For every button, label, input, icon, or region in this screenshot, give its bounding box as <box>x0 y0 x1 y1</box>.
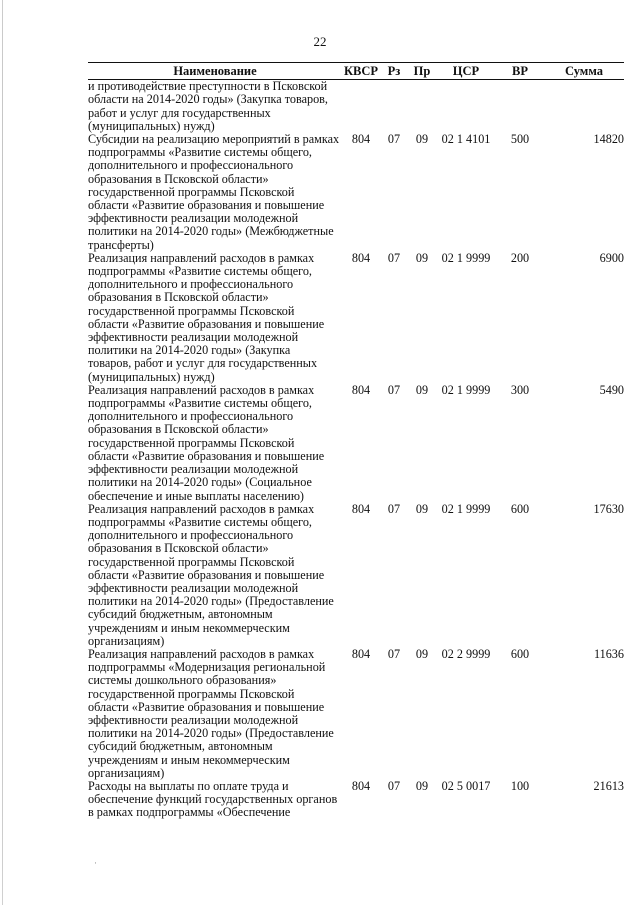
cell-sum: 17630 <box>593 501 624 516</box>
cell-csr: 02 1 9999 <box>441 382 491 397</box>
name-line: области «Развитие образования и повышение <box>88 316 325 331</box>
cell-kvsr: 804 <box>351 778 371 793</box>
name-line: Субсидии на реализацию мероприятий в рамках <box>88 132 340 147</box>
name-line: организациям) <box>88 765 165 780</box>
cell-name <box>88 133 342 252</box>
cell-csr <box>436 80 496 133</box>
table-row <box>88 648 624 780</box>
name-line: политики на 2014-2020 годы» (Предоставление <box>88 726 334 741</box>
table-row <box>88 133 624 252</box>
name-line: образования в Псковской области» <box>88 422 269 437</box>
name-line: образования в Псковской области» <box>88 171 269 186</box>
name-line: учреждениям и иным некоммерческим <box>88 620 290 635</box>
cell-csr: 02 5 0017 <box>441 778 491 793</box>
table-row <box>88 252 624 384</box>
cell-kvsr <box>342 80 380 133</box>
name-line: государственной программы Псковской <box>88 686 295 701</box>
cell-sum: 21613 <box>593 778 624 793</box>
table-row <box>88 384 624 503</box>
name-line: области «Развитие образования и повышение <box>88 699 325 714</box>
name-line: дополнительного и профессионального <box>88 409 294 424</box>
name-line: политики на 2014-2020 годы» (Закупка <box>88 343 291 358</box>
budget-table <box>88 62 624 820</box>
name-line: Реализация направлений расходов в рамках <box>88 382 315 397</box>
table-body <box>88 80 624 820</box>
cell-csr: 02 1 9999 <box>441 250 491 265</box>
header-csr: ЦСР <box>436 63 496 80</box>
cell-vr: 500 <box>510 132 530 147</box>
name-line: области «Развитие образования и повышение <box>88 198 325 213</box>
cell-vr <box>496 80 544 133</box>
cell-kvsr: 804 <box>351 646 371 661</box>
name-line: и противодействие преступности в Псковской <box>88 79 328 94</box>
header-pr: Пр <box>408 63 436 80</box>
cell-sum: 11636 <box>593 646 624 661</box>
name-line: Реализация направлений расходов в рамках <box>88 250 315 265</box>
name-line: обеспечение и иные выплаты населению) <box>88 488 304 503</box>
name-line: государственной программы Псковской <box>88 184 295 199</box>
name-line: товаров, работ и услуг для государственных <box>88 356 318 371</box>
cell-pr: 09 <box>415 382 429 397</box>
cell-name <box>88 80 342 133</box>
name-line: дополнительного и профессионального <box>88 158 294 173</box>
name-line: политики на 2014-2020 годы» (Социальное <box>88 475 312 490</box>
cell-name <box>88 384 342 503</box>
cell-vr: 600 <box>510 501 530 516</box>
cell-rz: 07 <box>387 132 401 147</box>
name-line: государственной программы Псковской <box>88 554 295 569</box>
name-line: эффективности реализации молодежной <box>88 330 299 345</box>
cell-pr: 09 <box>415 250 429 265</box>
cell-csr: 02 1 4101 <box>441 132 491 147</box>
name-line: политики на 2014-2020 годы» (Предоставление <box>88 594 334 609</box>
table-row <box>88 780 624 820</box>
name-line: дополнительного и профессионального <box>88 528 294 543</box>
cell-csr: 02 2 9999 <box>441 646 491 661</box>
name-line: Реализация направлений расходов в рамках <box>88 501 315 516</box>
name-line: Реализация направлений расходов в рамках <box>88 646 315 661</box>
scan-speck: · <box>94 858 97 868</box>
cell-vr: 100 <box>510 778 530 793</box>
name-line: (муниципальных) нужд) <box>88 118 215 133</box>
name-line: политики на 2014-2020 годы» (Межбюджетные <box>88 224 334 239</box>
cell-name <box>88 780 342 820</box>
cell-csr: 02 1 9999 <box>441 501 491 516</box>
name-line: образования в Псковской области» <box>88 541 269 556</box>
name-line: работ и услуг для государственных <box>88 105 271 120</box>
name-line: системы дошкольного образования» <box>88 673 277 688</box>
name-line: подпрограммы «Модернизация региональной <box>88 660 326 675</box>
cell-rz: 07 <box>387 646 401 661</box>
name-line: подпрограммы «Развитие системы общего, <box>88 145 312 160</box>
page-number: 22 <box>313 34 327 49</box>
cell-pr: 09 <box>415 778 429 793</box>
cell-vr: 200 <box>510 250 530 265</box>
cell-pr <box>408 80 436 133</box>
table-row <box>88 503 624 648</box>
cell-sum: 5490 <box>599 382 624 397</box>
name-line: подпрограммы «Развитие системы общего, <box>88 264 312 279</box>
header-name: Наименование <box>88 63 342 80</box>
name-line: государственной программы Псковской <box>88 303 295 318</box>
name-line: организациям) <box>88 633 165 648</box>
name-line: области «Развитие образования и повышение <box>88 567 325 582</box>
name-line: подпрограммы «Развитие системы общего, <box>88 514 312 529</box>
name-line: государственной программы Псковской <box>88 435 295 450</box>
cell-kvsr: 804 <box>351 501 371 516</box>
cell-name <box>88 252 342 384</box>
name-line: дополнительного и профессионального <box>88 277 294 292</box>
name-line: Расходы на выплаты по оплате труда и <box>88 778 289 793</box>
scan-edge <box>2 0 3 905</box>
name-line: эффективности реализации молодежной <box>88 211 299 226</box>
name-line: (муниципальных) нужд) <box>88 369 215 384</box>
header-rz: Рз <box>380 63 408 80</box>
cell-rz <box>380 80 408 133</box>
cell-name <box>88 503 342 648</box>
cell-sum: 6900 <box>599 250 624 265</box>
name-line: области «Развитие образования и повышение <box>88 448 325 463</box>
name-line: субсидий бюджетным, автономным <box>88 739 273 754</box>
table-header <box>88 63 624 80</box>
name-line: субсидий бюджетным, автономным <box>88 607 273 622</box>
name-line: учреждениям и иным некоммерческим <box>88 752 290 767</box>
cell-sum: 14820 <box>593 132 624 147</box>
cell-kvsr: 804 <box>351 132 371 147</box>
cell-vr: 300 <box>510 382 530 397</box>
cell-rz: 07 <box>387 250 401 265</box>
cell-rz: 07 <box>387 382 401 397</box>
name-line: подпрограммы «Развитие системы общего, <box>88 396 312 411</box>
name-line: в рамках подпрограммы «Обеспечение <box>88 805 291 820</box>
cell-pr: 09 <box>415 501 429 516</box>
cell-pr: 09 <box>415 646 429 661</box>
cell-name <box>88 648 342 780</box>
name-line: трансферты) <box>88 237 154 252</box>
name-line: эффективности реализации молодежной <box>88 712 299 727</box>
header-sum: Сумма <box>544 63 624 80</box>
name-line: эффективности реализации молодежной <box>88 580 299 595</box>
header-kvsr: КВСР <box>343 64 379 78</box>
cell-rz: 07 <box>387 778 401 793</box>
cell-kvsr: 804 <box>351 250 371 265</box>
header-vr: ВР <box>496 63 544 80</box>
name-line: образования в Псковской области» <box>88 290 269 305</box>
name-line: обеспечение функций государственных органов <box>88 792 338 807</box>
name-line: эффективности реализации молодежной <box>88 462 299 477</box>
cell-kvsr: 804 <box>351 382 371 397</box>
cell-sum <box>544 80 624 133</box>
name-line: области на 2014-2020 годы» (Закупка товаров, <box>88 92 328 107</box>
cell-rz: 07 <box>387 501 401 516</box>
table-row <box>88 80 624 133</box>
cell-vr: 600 <box>510 646 530 661</box>
cell-pr: 09 <box>415 132 429 147</box>
